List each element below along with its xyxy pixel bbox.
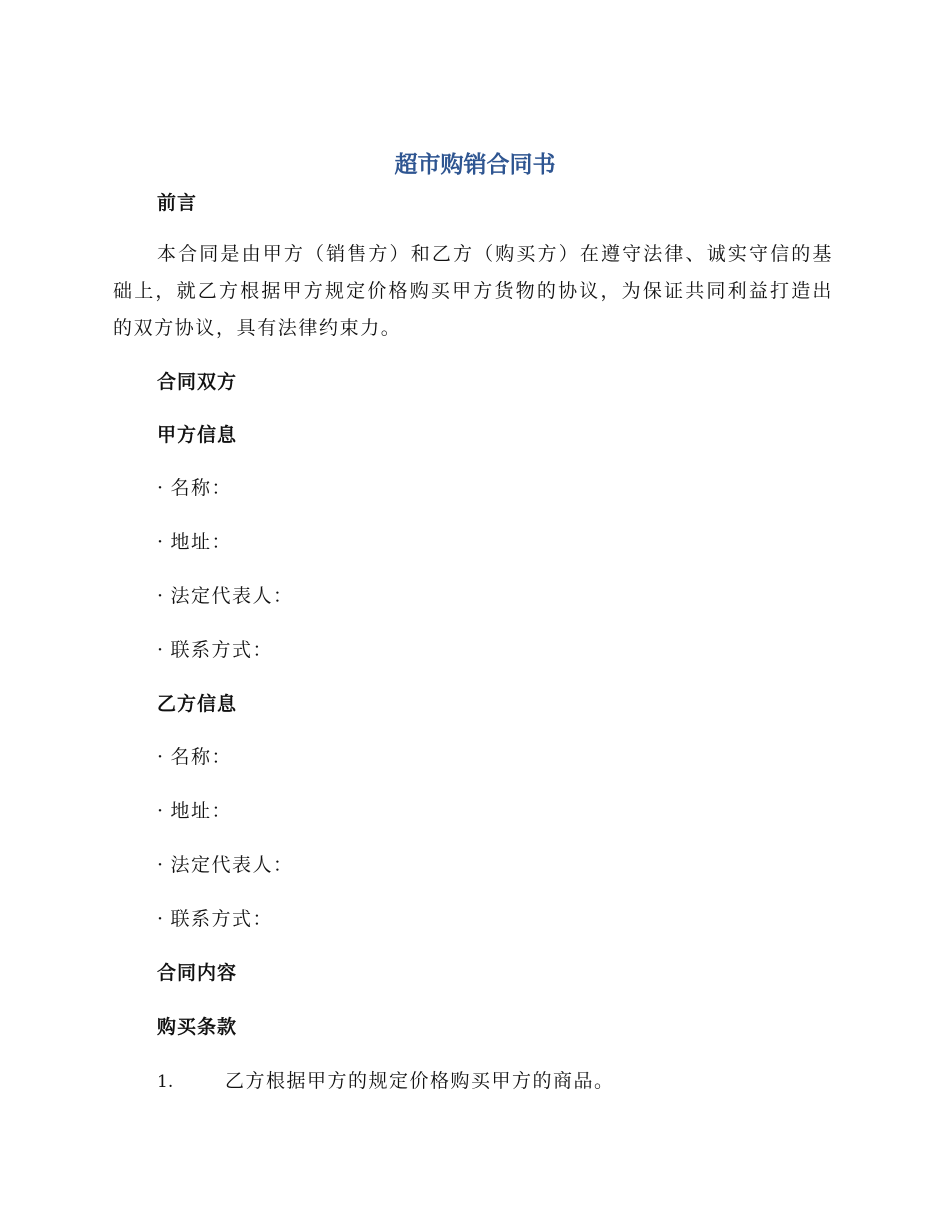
bullet-icon: · (157, 585, 165, 607)
contract-content-heading: 合同内容 (157, 962, 238, 984)
field-label: 法定代表人： (170, 854, 294, 876)
bullet-icon: · (157, 854, 165, 876)
party-a-field-address (157, 527, 232, 554)
bullet-icon: · (157, 800, 165, 822)
bullet-icon: · (157, 746, 165, 768)
party-b-field-address (157, 796, 232, 823)
party-b-field-representative (157, 850, 294, 877)
clause-text: 乙方根据甲方的规定价格购买甲方的商品。 (225, 1070, 615, 1092)
preface-heading: 前言 (157, 192, 198, 214)
bullet-icon: · (157, 531, 165, 553)
party-a-heading: 甲方信息 (157, 424, 238, 446)
clause-number: 1. (157, 1072, 174, 1092)
field-label: 地址： (170, 800, 233, 822)
party-b-field-name (157, 742, 232, 769)
field-label: 名称： (170, 746, 233, 768)
document-title: 超市购销合同书 (394, 152, 556, 178)
parties-heading: 合同双方 (157, 371, 238, 393)
field-label: 地址： (170, 531, 233, 553)
party-a-field-contact (157, 635, 273, 662)
preface-paragraph: 本合同是由甲方（销售方）和乙方（购买方）在遵守法律、诚实守信的基础上，就乙方根据甲方规定价格购买甲方货物的协议，为保证共同利益打造出的双方协议，具有法律约束力。 (113, 243, 833, 339)
purchase-terms-heading: 购买条款 (157, 1016, 238, 1038)
field-label: 名称： (170, 477, 233, 499)
field-label: 法定代表人： (170, 585, 294, 607)
party-b-field-contact (157, 904, 273, 931)
bullet-icon: · (157, 908, 165, 930)
bullet-icon: · (157, 639, 165, 661)
party-a-field-representative (157, 581, 294, 608)
field-label: 联系方式： (170, 908, 274, 930)
field-label: 联系方式： (170, 639, 274, 661)
bullet-icon: · (157, 477, 165, 499)
clause-item (157, 1066, 615, 1093)
party-b-heading: 乙方信息 (157, 693, 238, 715)
party-a-field-name (157, 473, 232, 500)
